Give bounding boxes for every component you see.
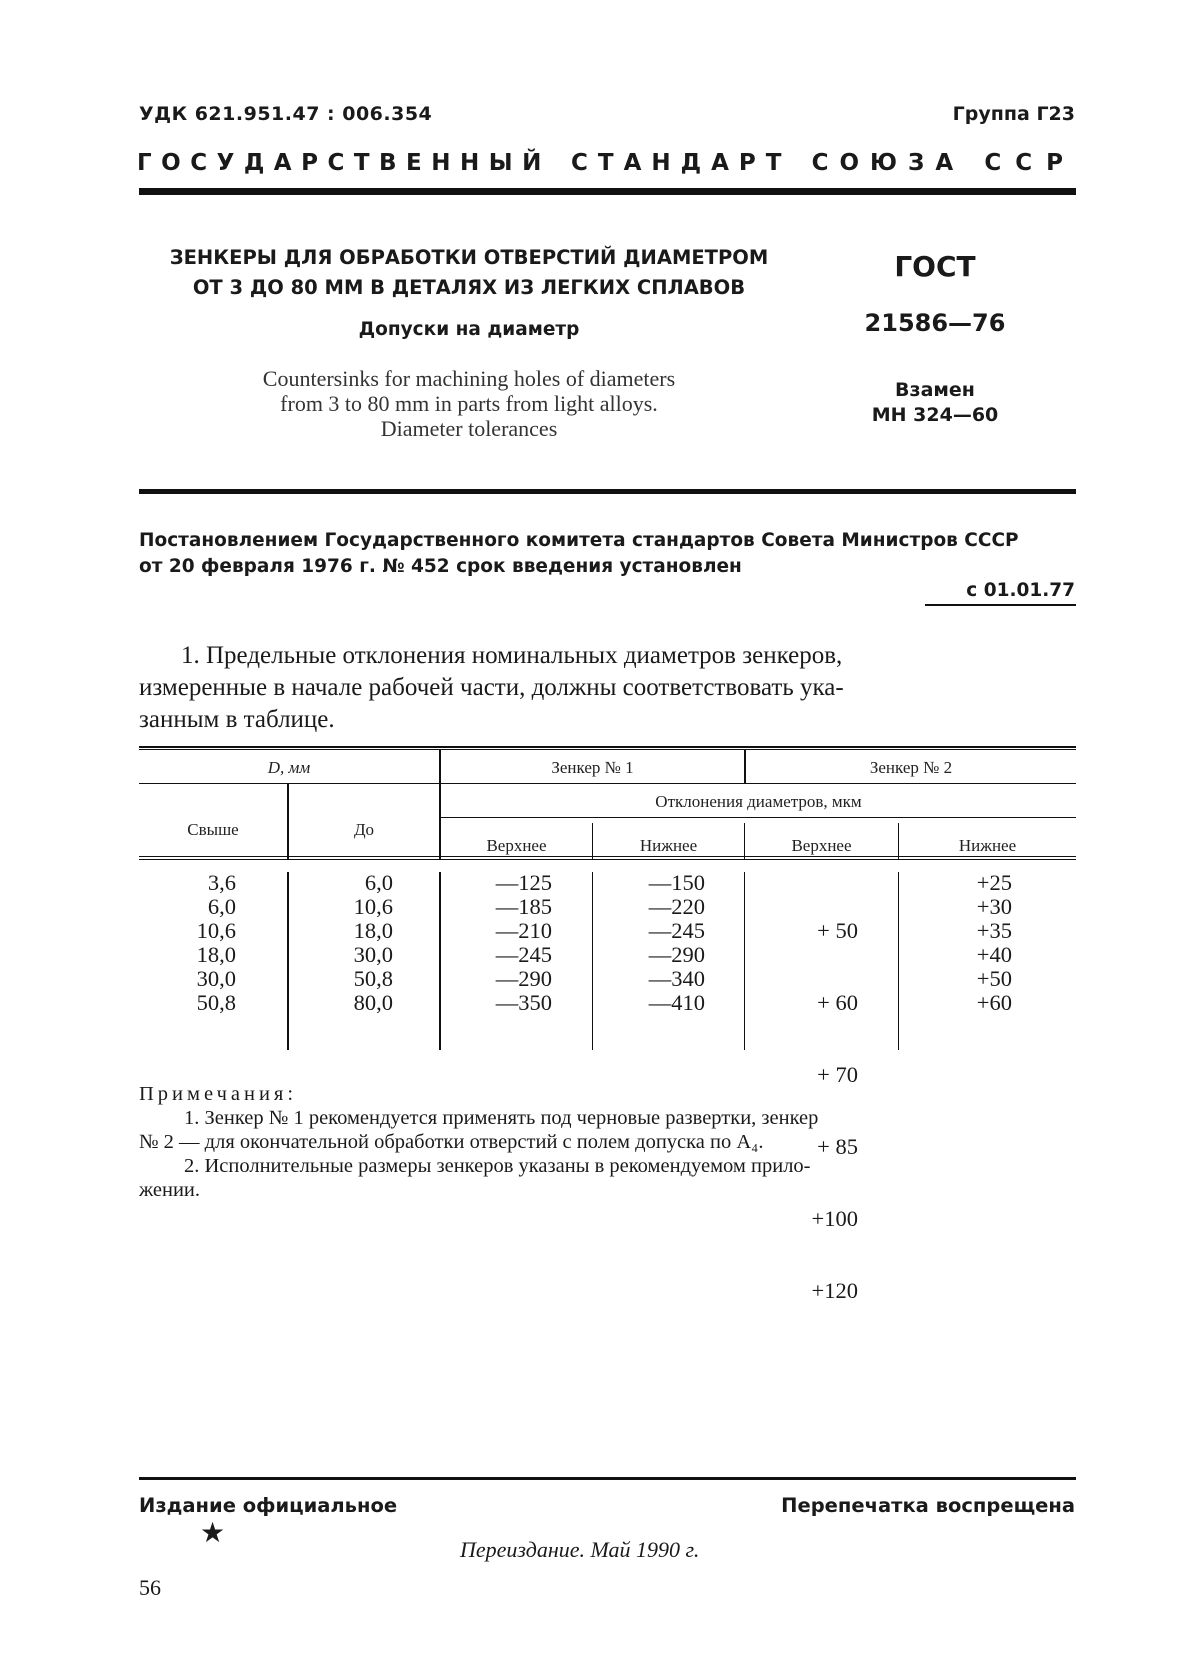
table-cell: + 85 — [817, 1134, 858, 1159]
group-code: Группа Г23 — [952, 103, 1075, 125]
standard-banner — [137, 150, 1077, 176]
effective-date: с 01.01.77 — [966, 580, 1075, 601]
column-z2-lower — [899, 871, 1012, 1015]
note-line: 2. Исполнительные размеры зенкеров указаны в рекомендуемом прило- — [184, 1155, 811, 1177]
note-line: 1. Зенкер № 1 рекомендуется применять под черновые развертки, зенкер — [184, 1107, 819, 1129]
udk-code: УДК 621.951.47 : 006.354 — [139, 103, 433, 125]
table-cell: +25 — [976, 870, 1012, 895]
decree-line: Постановлением Государственного комитета стандартов Совета Министров СССР — [139, 530, 1019, 551]
table-cell: 3,6 — [207, 870, 236, 895]
english-title-line: Diameter tolerances — [380, 416, 558, 441]
reprint-prohibited: Перепечатка воспрещена — [781, 1494, 1075, 1517]
table-rule — [439, 783, 1076, 784]
footer-rule — [139, 1477, 1076, 1480]
banner-word: ГОСУДАРСТВЕННЫЙ — [137, 150, 551, 176]
replaces-value: МН 324—60 — [871, 404, 999, 426]
table-cell: —185 — [495, 894, 552, 919]
clause-line: занным в таблице. — [139, 706, 335, 733]
table-rule — [139, 859, 1076, 860]
table-rule — [139, 746, 1076, 748]
banner-word: СОЮЗА — [811, 150, 965, 176]
notes-heading: Примечания: — [139, 1083, 298, 1105]
column-z1-upper — [441, 871, 552, 1015]
star-icon: ★ — [200, 1518, 226, 1549]
official-edition: Издание официальное — [139, 1494, 398, 1517]
column-to — [289, 871, 393, 1015]
decree-line: от 20 февраля 1976 г. № 452 срок введения установлен — [139, 556, 742, 577]
header-over: Свыше — [187, 820, 239, 839]
header-zenker-1: Зенкер № 1 — [551, 758, 634, 777]
header-lower-1: Нижнее — [639, 836, 698, 855]
note-line: жении. — [139, 1179, 201, 1201]
title-line: ЗЕНКЕРЫ ДЛЯ ОБРАБОТКИ ОТВЕРСТИЙ ДИАМЕТРОМ — [169, 246, 769, 269]
header-to: До — [353, 820, 375, 839]
title-line: ОТ 3 ДО 80 ММ В ДЕТАЛЯХ ИЗ ЛЕГКИХ СПЛАВОВ — [192, 276, 746, 299]
english-title-line: Countersinks for machining holes of diameters — [262, 366, 676, 391]
banner-word: СТАНДАРТ — [571, 150, 792, 176]
table-cell: +60 — [976, 990, 1012, 1015]
replaces-label: Взамен — [895, 379, 975, 401]
table-cell: +30 — [976, 894, 1012, 919]
english-title — [139, 366, 799, 441]
header-d-mm: D, мм — [267, 758, 311, 777]
decree-text — [139, 528, 1079, 580]
title-rule — [139, 489, 1076, 494]
replaces-block — [840, 378, 1030, 428]
document-subtitle: Допуски на диаметр — [358, 319, 580, 340]
table-cell: +40 — [976, 942, 1012, 967]
column-z1-lower — [593, 871, 705, 1015]
table-cell: 30,0 — [196, 966, 236, 991]
note-line: № 2 — для окончательной обработки отверстий с полем допуска по А₄. — [139, 1131, 764, 1153]
table-cell: +35 — [976, 918, 1012, 943]
header-rule — [139, 188, 1076, 195]
table-rule — [139, 856, 1076, 857]
effective-underline — [925, 604, 1076, 606]
table-cell: —410 — [648, 990, 705, 1015]
table-cell: —245 — [495, 942, 552, 967]
table-cell: 6,0 — [207, 894, 236, 919]
table-cell: 6,0 — [364, 870, 393, 895]
table-cell: 10,6 — [196, 918, 236, 943]
table-cell: —220 — [648, 894, 705, 919]
table-cell: +120 — [811, 1278, 858, 1303]
table-cell: 10,6 — [353, 894, 393, 919]
banner-word: ССР — [984, 150, 1077, 176]
table-cell: 18,0 — [196, 942, 236, 967]
table-cell: —245 — [648, 918, 705, 943]
header-deviations: Отклонения диаметров, мкм — [655, 792, 862, 811]
table-cell: +100 — [811, 1206, 858, 1231]
table-cell: —150 — [648, 870, 705, 895]
english-title-line: from 3 to 80 mm in parts from light alloys. — [280, 391, 658, 416]
table-cell: —125 — [495, 870, 552, 895]
clause-1 — [139, 640, 1079, 736]
header-upper-2: Верхнее — [791, 836, 852, 855]
clause-line: 1. Предельные отклонения номинальных диаметров зенкеров, — [181, 642, 843, 669]
table-cell: 50,8 — [353, 966, 393, 991]
header-upper-1: Верхнее — [486, 836, 547, 855]
table-cell: —290 — [648, 942, 705, 967]
gost-label: ГОСТ — [894, 250, 976, 283]
table-cell: 50,8 — [196, 990, 236, 1015]
table-cell: 30,0 — [353, 942, 393, 967]
gost-number: 21586—76 — [864, 309, 1006, 337]
document-title — [139, 243, 799, 303]
table-cell: —210 — [495, 918, 552, 943]
table-cell: +50 — [976, 966, 1012, 991]
page-number: 56 — [139, 1575, 161, 1600]
table-cell: —290 — [495, 966, 552, 991]
notes — [139, 1082, 1079, 1202]
header-zenker-2: Зенкер № 2 — [869, 758, 953, 777]
table-rule — [139, 783, 439, 784]
table-cell: —340 — [648, 966, 705, 991]
table-rule — [439, 817, 1076, 818]
reissue-note: Переиздание. Май 1990 г. — [460, 1537, 700, 1562]
table-rule — [139, 749, 1076, 750]
column-over — [139, 871, 236, 1015]
table-cell: + 50 — [817, 918, 858, 943]
table-cell: + 70 — [817, 1062, 858, 1087]
header-lower-2: Нижнее — [958, 836, 1017, 855]
table-cell: 80,0 — [353, 990, 393, 1015]
table-cell: 18,0 — [353, 918, 393, 943]
table-cell: —350 — [495, 990, 552, 1015]
clause-line: измеренные в начале рабочей части, должны соответствовать ука- — [139, 674, 844, 701]
table-cell: + 60 — [817, 990, 858, 1015]
